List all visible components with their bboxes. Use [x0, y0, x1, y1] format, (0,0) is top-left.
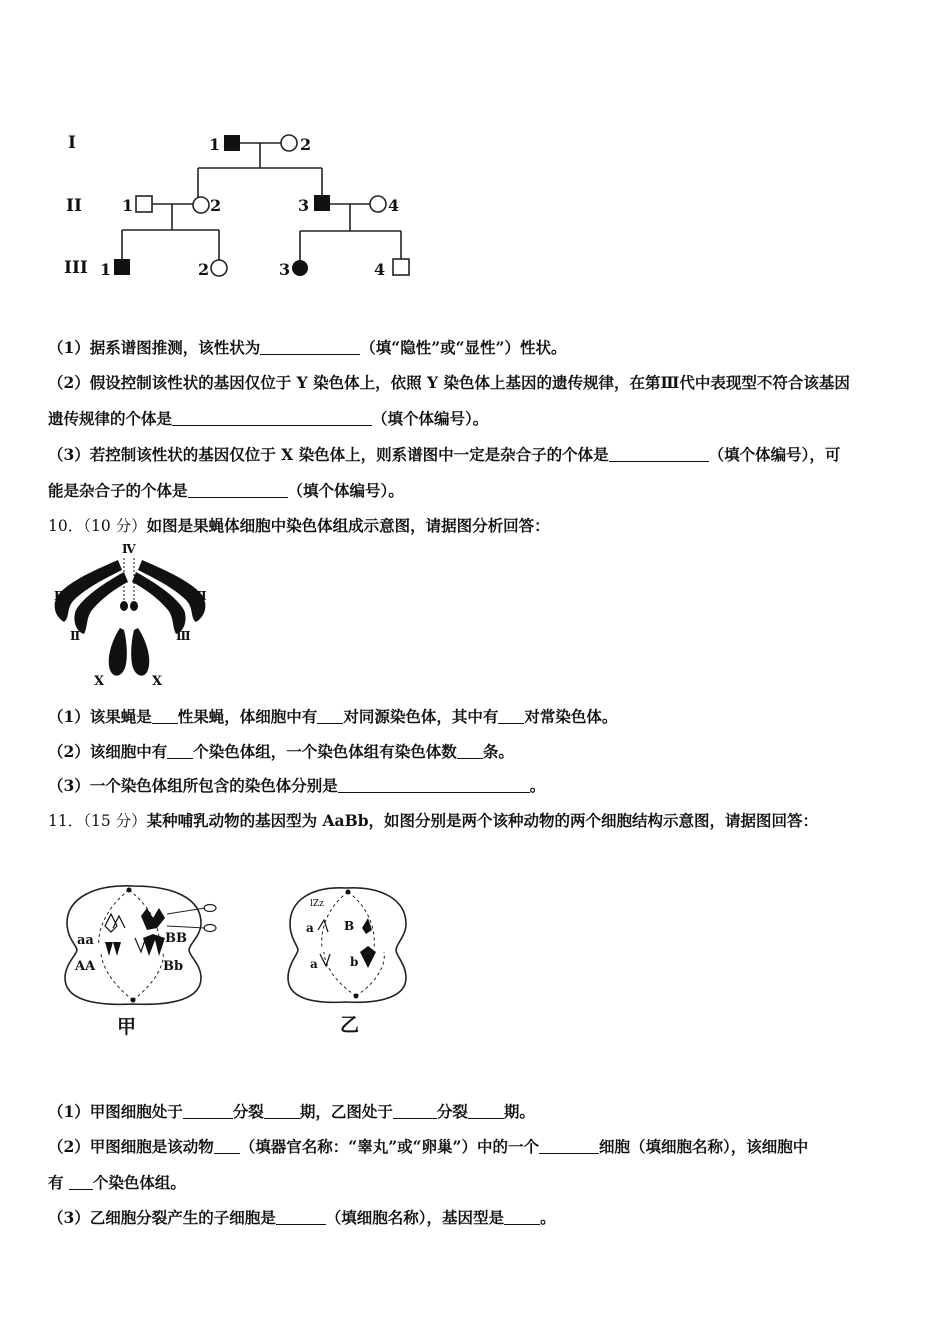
drosophila-chromosome-figure [40, 540, 220, 690]
gene-label: aa [77, 933, 94, 948]
pedigree-num: 1 [100, 260, 112, 279]
chromosome-label: Ⅲ [176, 629, 191, 643]
chromosome-label: X [94, 674, 105, 689]
answer-blank[interactable] [69, 1174, 93, 1191]
q11-heading: 11．（15 分）某种哺乳动物的基因型为 AaBb，如图分别是两个该种动物的两个细胞结构示意图，请据图回答： [48, 811, 819, 830]
q11-part3: （3）乙细胞分裂产生的子细胞是 （填细胞名称），基因型是 。 [48, 1208, 556, 1227]
chromosome-label: Ⅲ [192, 589, 207, 603]
pedigree-gen3-female-2 [211, 260, 227, 276]
answer-blank[interactable] [393, 1103, 437, 1120]
answer-blank[interactable] [264, 1103, 300, 1120]
answer-blank[interactable] [609, 446, 709, 463]
chromosome-x-right [131, 628, 149, 676]
q10-part2: （2）该细胞中有 个染色体组，一个染色体组有染色体数 条。 [48, 742, 514, 761]
answer-blank[interactable] [188, 482, 288, 499]
cell-caption: 乙 [340, 1014, 360, 1036]
pedigree-num: 2 [210, 196, 222, 215]
chromosome-x-left [109, 628, 127, 676]
q9-part2: （2）假设控制该性状的基因仅位于 Y 染色体上，依照 Y 染色体上基因的遗传规律，在第Ⅲ代中表现型不符合该基因 [48, 373, 850, 392]
q9-part2-cont: 遗传规律的个体是 （填个体编号）。 [48, 409, 489, 428]
gene-label: BB [165, 931, 187, 946]
pedigree-gen3-male-1 [114, 259, 130, 275]
q9-part3-cont: 能是杂合子的个体是 （填个体编号）。 [48, 481, 404, 500]
q10-part1: （1）该果蝇是 性果蝇，体细胞中有 对同源染色体，其中有 对常染色体。 [48, 707, 618, 726]
answer-blank[interactable] [214, 1138, 240, 1155]
q9-part3: （3）若控制该性状的基因仅位于 X 染色体上，则系谱图中一定是杂合子的个体是 （填个体编号），可 [48, 445, 841, 464]
q11-part1: （1）甲图细胞处于 分裂 期，乙图处于 分裂 期。 [48, 1102, 535, 1121]
q11-part2-cont: 有 个染色体组。 [48, 1173, 186, 1192]
answer-blank[interactable] [468, 1103, 504, 1120]
q10-heading: 10．（10 分）如图是果蝇体细胞中染色体组成示意图，请据图分析回答： [48, 516, 550, 535]
pedigree-num: 4 [388, 196, 400, 215]
chromosome-iv-left [120, 601, 128, 611]
chromosome-label: Ⅱ [70, 629, 81, 643]
answer-blank[interactable] [260, 339, 360, 356]
pedigree-num: 1 [122, 196, 134, 215]
cell-jia-figure [55, 878, 235, 1038]
pedigree-gen3-male-4 [393, 259, 409, 275]
chromosome-label: X [152, 674, 163, 689]
pedigree-gen1-female-2 [281, 135, 297, 151]
pedigree-gen2-male-1 [136, 196, 152, 212]
generation-label-2: II [66, 196, 82, 216]
pedigree-gen2-female-4 [370, 196, 386, 212]
answer-blank[interactable] [172, 410, 372, 427]
answer-blank[interactable] [338, 777, 530, 794]
pedigree-chart [0, 0, 450, 300]
chromosome-iv-right [130, 601, 138, 611]
q11-part2: （2）甲图细胞是该动物 （填器官名称：“睾丸”或“卵巢”）中的一个 细胞（填细胞名称），该细胞中 [48, 1137, 809, 1156]
pedigree-num: 2 [198, 260, 210, 279]
pedigree-num: 4 [374, 260, 386, 279]
answer-blank[interactable] [167, 743, 193, 760]
chromosome-label: Ⅱ [54, 589, 65, 603]
answer-blank[interactable] [276, 1209, 326, 1226]
pedigree-gen2-male-3 [314, 195, 330, 211]
answer-blank[interactable] [539, 1138, 599, 1155]
pedigree-gen3-female-3 [292, 260, 308, 276]
answer-blank[interactable] [317, 708, 343, 725]
pedigree-num: 3 [298, 196, 310, 215]
gene-label: a [310, 957, 318, 971]
pedigree-gen1-male-1 [224, 135, 240, 151]
gene-label: b [350, 955, 359, 969]
answer-blank[interactable] [457, 743, 483, 760]
generation-label-1: I [68, 133, 76, 153]
q10-part3: （3）一个染色体组所包含的染色体分别是 。 [48, 776, 546, 795]
answer-blank[interactable] [152, 708, 178, 725]
pedigree-gen2-female-2 [193, 197, 209, 213]
pedigree-num: 2 [300, 135, 312, 154]
pedigree-num: 3 [279, 260, 291, 279]
cell-yi-figure [280, 878, 430, 1038]
answer-blank[interactable] [498, 708, 524, 725]
answer-blank[interactable] [504, 1209, 540, 1226]
gene-label: a [306, 921, 314, 935]
pedigree-num: 1 [209, 135, 221, 154]
svg-text:lZz: lZz [310, 899, 324, 909]
gene-label: B [344, 919, 355, 933]
cell-caption: 甲 [117, 1016, 137, 1038]
gene-label: Bb [163, 959, 184, 974]
answer-blank[interactable] [183, 1103, 233, 1120]
gene-label: AA [75, 959, 96, 974]
chromosome-label: Ⅳ [122, 542, 136, 556]
q9-part1: （1）据系谱图推测，该性状为 （填“隐性”或“显性”）性状。 [48, 338, 567, 357]
generation-label-3: III [64, 258, 88, 278]
